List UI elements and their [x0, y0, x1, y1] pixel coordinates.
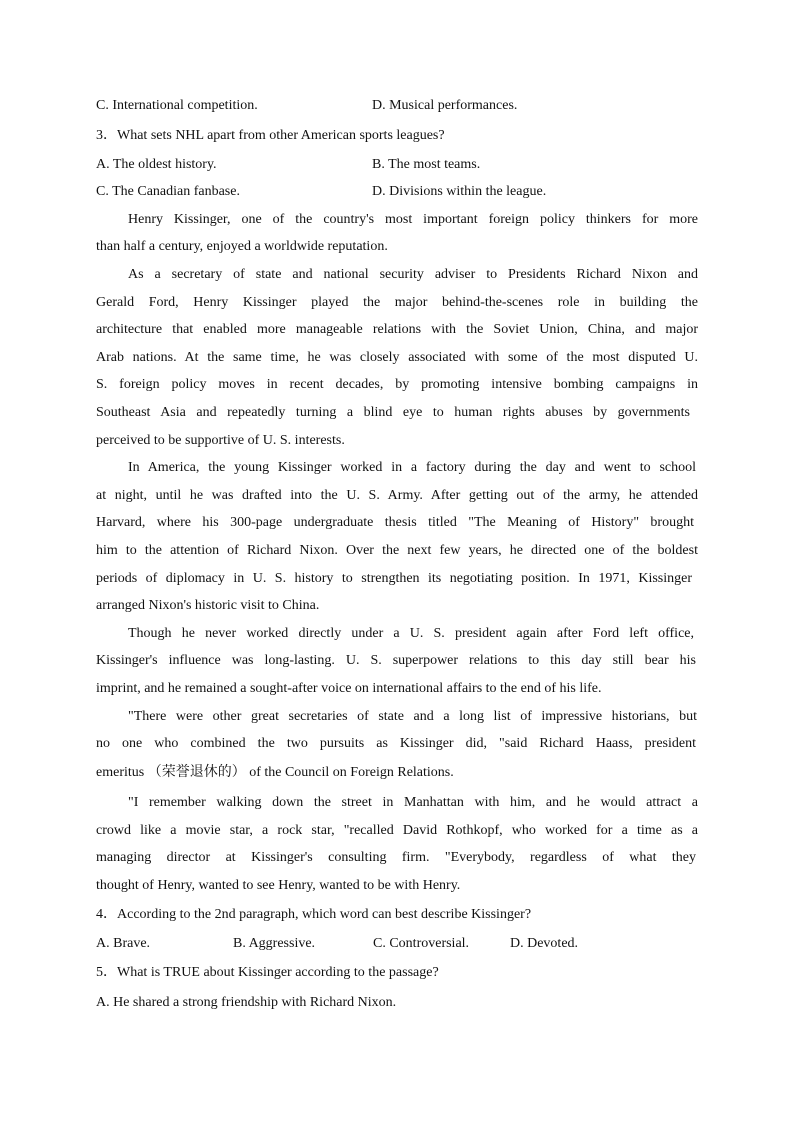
q4-option-a: A. Brave. — [96, 936, 151, 951]
passage-p6-line-4: thought of Henry, wanted to see Henry, wanted to be with Henry. — [96, 878, 461, 893]
passage-p3-line-3: Harvard, where his 300-page undergraduate thesis titled "The Meaning of History" brought — [96, 515, 694, 530]
passage-p2-line-5: S. foreign policy moves in recent decades, by promoting intensive bombing campaigns in — [96, 377, 698, 392]
q4-option-c: C. Controversial. — [373, 936, 470, 951]
q4-option-d: D. Devoted. — [510, 936, 579, 951]
passage-p3-line-5: periods of diplomacy in U. S. history to strengthen its negotiating position. In 1971, Kissinger — [96, 571, 692, 586]
q5-option-a: A. He shared a strong friendship with Richard Nixon. — [96, 995, 397, 1010]
passage-p5-line-2: no one who combined the two pursuits as Kissinger did, "said Richard Haass, president — [96, 736, 696, 751]
passage-p2-line-2: Gerald Ford, Henry Kissinger played the major behind-the-scenes role in building the — [96, 295, 698, 310]
passage-p3-line-1: In America, the young Kissinger worked in a factory during the day and went to school — [128, 460, 696, 475]
passage-p2-line-7: perceived to be supportive of U. S. interests. — [96, 433, 345, 448]
passage-p1-line-2: than half a century, enjoyed a worldwide reputation. — [96, 239, 388, 254]
q4-option-b: B. Aggressive. — [233, 936, 316, 951]
passage-p1-line-1: Henry Kissinger, one of the country's most important foreign policy thinkers for more — [128, 212, 698, 227]
passage-p4-line-1: Though he never worked directly under a U. S. president again after Ford left office, — [128, 626, 694, 641]
passage-p2-line-3: architecture that enabled more manageable relations with the Soviet Union, China, and major — [96, 322, 698, 337]
passage-p3-line-4: him to the attention of Richard Nixon. Over the next few years, he directed one of the boldest — [96, 543, 698, 558]
q3-option-a: A. The oldest history. — [96, 157, 217, 172]
passage-p2-line-6: Southeast Asia and repeatedly turning a blind eye to human rights abuses by governments — [96, 405, 690, 420]
q2-option-d: D. Musical performances. — [372, 98, 518, 113]
q4-stem: 4．According to the 2nd paragraph, which word can best describe Kissinger? — [96, 907, 532, 922]
q5-stem: 5．What is TRUE about Kissinger according to the passage? — [96, 965, 439, 980]
passage-p6-line-3: managing director at Kissinger's consulting firm. "Everybody, regardless of what they — [96, 850, 696, 865]
passage-p5-line-3: emeritus （荣誉退休的） of the Council on Foreign Relations. — [96, 765, 454, 780]
q3-option-b: B. The most teams. — [372, 157, 481, 172]
passage-p6-line-2: crowd like a movie star, a rock star, "recalled David Rothkopf, who worked for a time as a — [96, 823, 698, 838]
passage-p2-line-1: As a secretary of state and national security adviser to Presidents Richard Nixon and — [128, 267, 698, 282]
passage-p3-line-6: arranged Nixon's historic visit to China. — [96, 598, 320, 613]
q2-option-c: C. International competition. — [96, 98, 258, 113]
q3-stem: 3．What sets NHL apart from other American sports leagues? — [96, 128, 445, 143]
passage-p6-line-1: "I remember walking down the street in Manhattan with him, and he would attract a — [128, 795, 698, 810]
passage-p5-line-1: "There were other great secretaries of state and a long list of impressive historians, but — [128, 709, 697, 724]
passage-p2-line-4: Arab nations. At the same time, he was closely associated with some of the most disputed U. — [96, 350, 698, 365]
q3-option-c: C. The Canadian fanbase. — [96, 184, 240, 199]
q3-option-d: D. Divisions within the league. — [372, 184, 547, 199]
passage-p4-line-3: imprint, and he remained a sought-after voice on international affairs to the end of his life. — [96, 681, 602, 696]
passage-p3-line-2: at night, until he was drafted into the U. S. Army. After getting out of the army, he attended — [96, 488, 698, 503]
passage-p4-line-2: Kissinger's influence was long-lasting. U. S. superpower relations to this day still bear his — [96, 653, 696, 668]
